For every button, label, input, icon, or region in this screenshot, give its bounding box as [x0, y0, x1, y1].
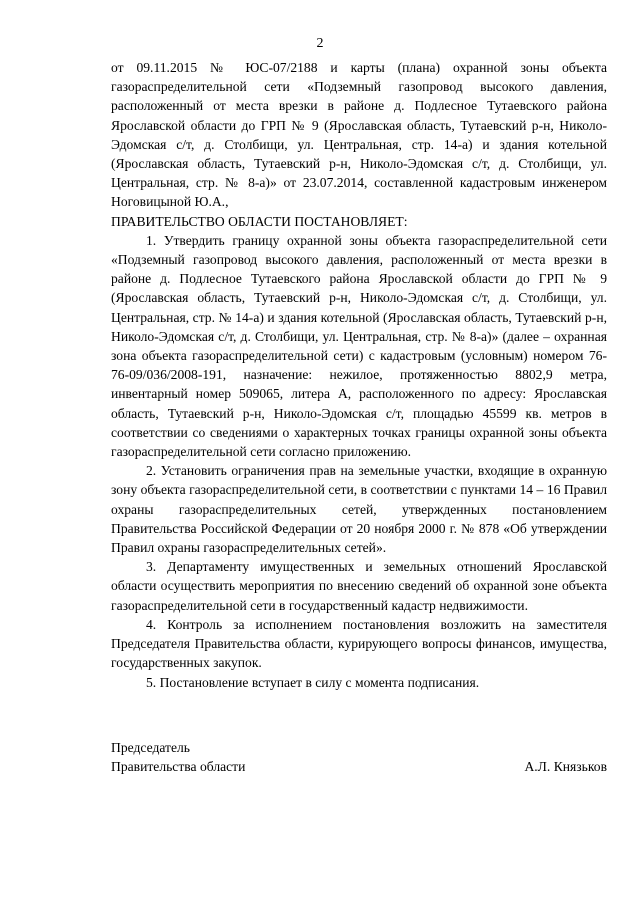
signatory-title-line2: Правительства области [111, 759, 246, 775]
page-number: 2 [316, 36, 324, 51]
list-item: 5. Постановление вступает в силу с момента подписания. [146, 674, 480, 690]
list-item: 4. Контроль за исполнением постановления возложить на заместителя Председателя Правительства области, курирующего вопросы финансов, имущества, государственных закупок. [111, 616, 607, 671]
signatory-title-line1: Председатель [111, 740, 190, 755]
list-item: 3. Департаменту имущественных и земельных отношений Ярославской области осуществить мероприятия по внесению сведений об охранной зоне объекта газораспределительной сети в государственный кадастр недвижимости. [111, 559, 607, 613]
signature-block [111, 738, 607, 776]
document-body [111, 58, 607, 692]
resolution-heading: ПРАВИТЕЛЬСТВО ОБЛАСТИ ПОСТАНОВЛЯЕТ: [111, 213, 408, 229]
list-item: 1. Утвердить границу охранной зоны объекта газораспределительной сети «Подземный газопровод высокого давления, расположенный от места врезки в районе д. Подлесное Тутаевского района Ярославской области до ГРП № 9 (Ярославская область, Тутаевский р-н, Николо-Эдомская с/т, д. Столбищи, ул. Центральная, стр. № 14-а) и здания котельной (Ярославская область, Тутаевский р-н, Николо-Эдомская с/т, д. Столбищи, ул. Центральная, стр. № 8-а)» (далее – охранная зона объекта газораспределительной сети) с кадастровым (условным) номером 76-76-09/036/2008-191, назначение: нежилое, протяженностью 8802,9 метра, инвентарный номер 509065, литера А, расположенного по адресу: Ярославская область, Тутаевский р-н, Николо-Эдомская с/т, площадью 45599 кв. метров в соответствии со сведениями о характерных точках границы охранной зоны объекта газораспределительной сети согласно приложению. [111, 232, 607, 460]
signatory-name: А.Л. Князьков [524, 759, 607, 775]
list-item: 2. Установить ограничения прав на земельные участки, входящие в охранную зону объекта газораспределительной сети, в соответствии с пунктами 14 – 16 Правил охраны газораспределительных сетей, утвержденных постановлением Правительства Российской Федерации от 20 ноября 2000 г. № 878 «Об утверждении Правил охраны газораспределительных сетей». [111, 463, 607, 556]
intro-paragraph: от 09.11.2015 № ЮС-07/2188 и карты (плана) охранной зоны объекта газораспределительной сети «Подземный газопровод высокого давления, расположенный от места врезки в районе д. Подлесное Тутаевского района Ярославской области до ГРП № 9 (Ярославская область, Тутаевский р-н, Николо-Эдомская с/т, д. Столбищи, ул. Центральная, стр. 14-а) и здания котельной (Ярославская область, Тутаевский р-н, Николо-Эдомская с/т, д. Столбищи, ул. Центральная, стр. № 8-а)» от 23.07.2014, составленной кадастровым инженером Ноговицыной Ю.А., [111, 60, 607, 210]
